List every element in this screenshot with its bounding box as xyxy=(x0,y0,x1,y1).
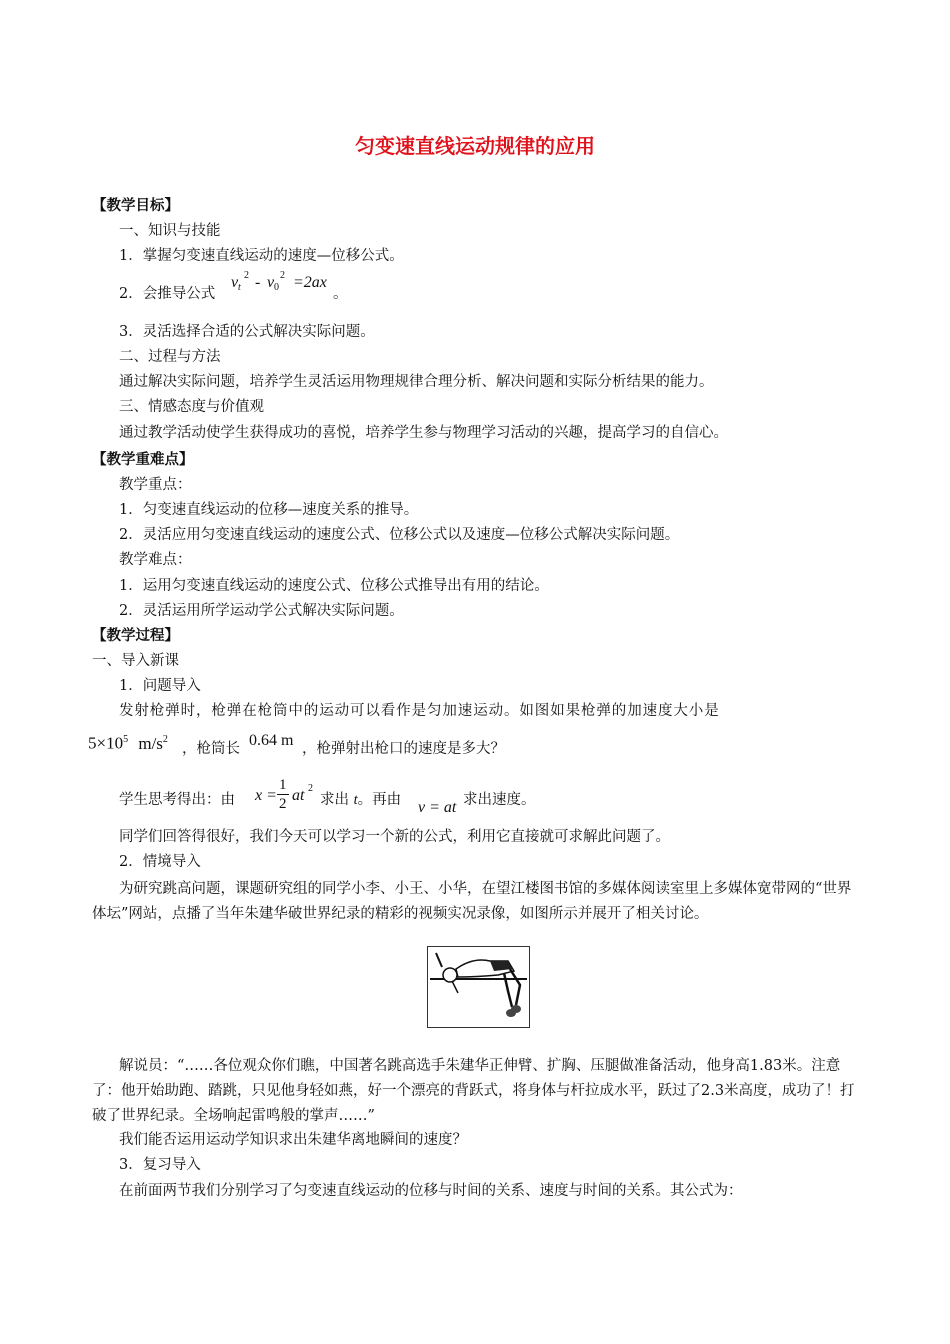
goal-emotion-heading: 三、情感态度与价值观 xyxy=(119,399,264,415)
formula-minus: - xyxy=(255,274,261,291)
formula-rhs: =2ax xyxy=(293,274,327,291)
acceleration-exp: 5 xyxy=(123,734,129,745)
acceleration-unit: m/s xyxy=(138,733,163,753)
barrel-length: 0.64 m xyxy=(249,732,294,749)
section-heading-process: 【教学过程】 xyxy=(92,628,179,644)
student-think-pre: 学生思考得出：由 xyxy=(119,792,235,808)
high-jump-figure xyxy=(427,946,530,1028)
narrator-text-content: 解说员：“……各位观众你们瞧，中国著名跳高选手朱建华正伸臂、扩胸、压腿做准备活动，他身高1.83米。注意了：他开始助跑、踏跳，只见他身轻如燕，好一个漂亮的背跃式，将身体与杆拉成水平，跃过了2.3米高度，成功了！打破了世界纪录。全场响起雷鸣般的掌声……” xyxy=(92,1058,855,1124)
formula-half-num: 1 xyxy=(279,777,287,793)
formula-x-eq: x = xyxy=(255,787,277,804)
formula-vt-sq: 2 xyxy=(244,270,249,281)
key-item-1: 1．匀变速直线运动的位移—速度关系的推导。 xyxy=(119,502,419,518)
goal-process-heading: 二、过程与方法 xyxy=(119,349,221,365)
formula-vt-sub: t xyxy=(238,282,241,293)
think-t: t xyxy=(353,792,358,808)
answer-text: 同学们回答得很好，我们今天可以学习一个新的公式，利用它直接就可求解此问题了。 xyxy=(119,829,670,845)
question-text-line2a: ，枪筒长 xyxy=(182,741,240,757)
goal-knowledge-heading: 一、知识与技能 xyxy=(119,223,221,239)
acceleration-unit-exp: 2 xyxy=(162,734,168,745)
formula-at: at xyxy=(292,787,305,804)
formula-displacement xyxy=(255,774,321,816)
acceleration-value: 5×10 xyxy=(88,733,124,753)
difficulty-item-2: 2．灵活运用所学运动学公式解决实际问题。 xyxy=(119,603,404,619)
difficulty-item-1: 1．运用匀变速直线运动的速度公式、位移公式推导出有用的结论。 xyxy=(119,578,549,594)
question-speed: 我们能否运用运动学知识求出朱建华离地瞬间的速度？ xyxy=(119,1132,467,1148)
scene-text xyxy=(92,877,864,927)
scene-text-content: 为研究跳高问题，课题研究组的同学小李、小王、小华，在望江楼图书馆的多媒体阅读室里上多媒体宽带网的“世界体坛”网站，点播了当年朱建华破世界纪录的精彩的视频实况录像，如图所示并展开了相关讨论。 xyxy=(92,881,852,922)
formula-velocity: v = at xyxy=(418,799,457,816)
formula-v0-sq: 2 xyxy=(280,270,285,281)
goal-item-3: 3．灵活选择合适的公式解决实际问题。 xyxy=(119,324,375,340)
think-then-text: 。再由 xyxy=(357,792,402,808)
question-text-line2b: ，枪弹射出枪口的速度是多大？ xyxy=(302,741,505,757)
formula-v0: v xyxy=(267,274,275,291)
process-intro-heading: 一、导入新课 xyxy=(92,653,179,669)
student-think-end: 求出速度。 xyxy=(463,792,536,808)
formula-half-den: 2 xyxy=(279,796,287,812)
process-question-heading: 1．问题导入 xyxy=(119,678,201,694)
formula-velocity-displacement xyxy=(229,268,339,298)
formula-at-sq: 2 xyxy=(308,783,313,794)
section-heading-goals: 【教学目标】 xyxy=(92,198,179,214)
process-review-heading: 3．复习导入 xyxy=(119,1157,201,1173)
goal-item-2-end: 。 xyxy=(333,286,348,302)
goal-item-1: 1．掌握匀变速直线运动的速度—位移公式。 xyxy=(119,248,404,264)
key-heading: 教学重点： xyxy=(119,477,192,493)
key-item-2: 2．灵活应用匀变速直线运动的速度公式、位移公式以及速度—位移公式解决实际问题。 xyxy=(119,527,680,543)
student-think-mid xyxy=(320,790,401,810)
goal-item-2-text: 2．会推导公式 xyxy=(119,286,216,302)
high-jumper-illustration xyxy=(428,947,529,1027)
formula-v0-sub: 0 xyxy=(274,282,279,293)
difficulty-heading: 教学难点： xyxy=(119,552,192,568)
goal-emotion-text: 通过教学活动使学生获得成功的喜悦，培养学生参与物理学习活动的兴趣，提高学习的自信心。 xyxy=(119,425,728,441)
goal-process-text: 通过解决实际问题，培养学生灵活运用物理规律合理分析、解决问题和实际分析结果的能力。 xyxy=(119,374,714,390)
process-scene-heading: 2．情境导入 xyxy=(119,854,201,870)
question-acceleration xyxy=(88,730,168,754)
review-text: 在前面两节我们分别学习了匀变速直线运动的位移与时间的关系、速度与时间的关系。其公式为： xyxy=(119,1183,743,1199)
formula-half xyxy=(277,776,289,813)
narrator-text xyxy=(92,1054,864,1129)
question-text-line1: 发射枪弹时，枪弹在枪筒中的运动可以看作是匀加速运动。如图如果枪弹的加速度大小是 xyxy=(119,703,720,719)
formula-vt: v xyxy=(231,274,239,291)
think-solve-text: 求出 xyxy=(320,792,349,808)
document-title: 匀变速直线运动规律的应用 xyxy=(355,134,595,158)
goal-item-2 xyxy=(119,284,215,304)
section-heading-key: 【教学重难点】 xyxy=(92,452,194,468)
